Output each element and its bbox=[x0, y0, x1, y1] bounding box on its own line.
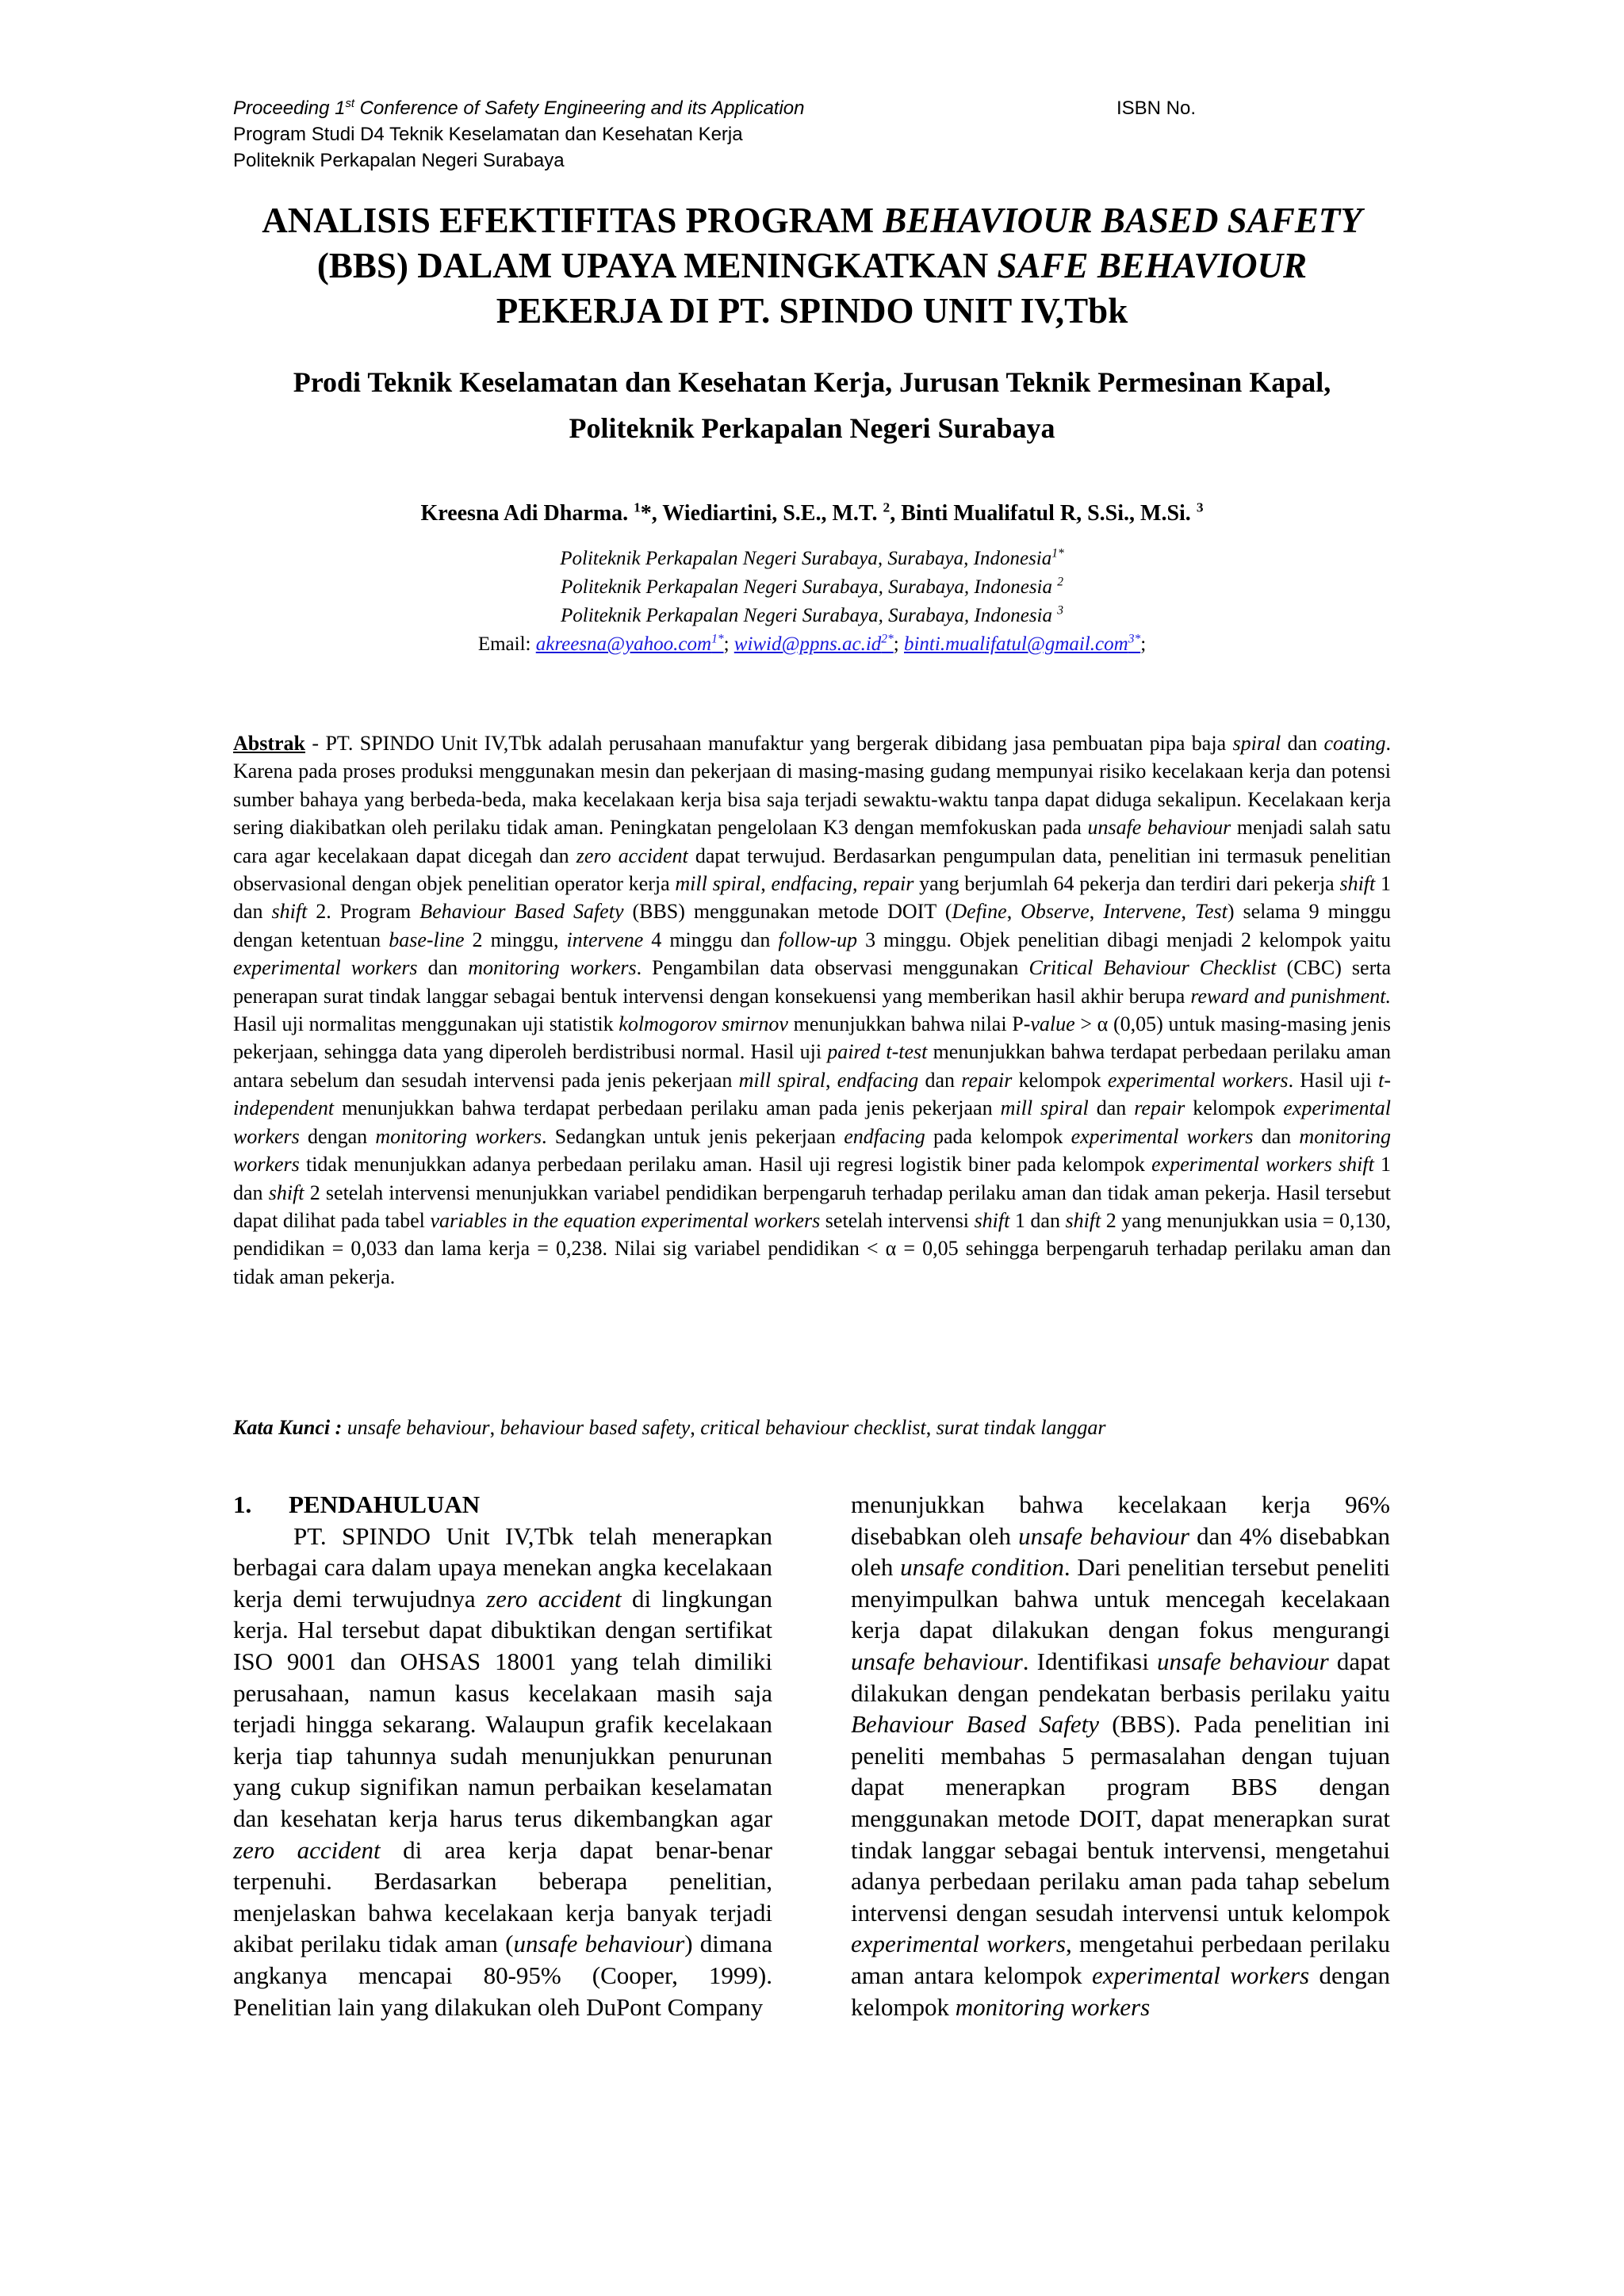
author-list: Kreesna Adi Dharma. $^1$*, Wiediartini, S.E., M.T. $^2$, Binti Mualifatul R, S.Si., M.Si. $^3$ bbox=[420, 499, 1204, 526]
keywords-line: Kata Kunci : unsafe behaviour, behaviour based safety, critical behaviour checklist, surat tindak langgar bbox=[233, 1416, 1106, 1439]
abstract-paragraph: Abstrak - PT. SPINDO Unit IV,Tbk adalah perusahaan manufaktur yang bergerak dibidang jasa pembuatan pipa baja spiral dan coating. Karena pada proses produksi menggunakan mesin dan pekerjaan di masing-masing gudang mempunyai risiko kecelakaan kerja dan potensi sumber bahaya yang berbeda-beda, maka kecelakaan kerja bisa saja terjadi sewaktu-waktu tanpa dapat diduga sekalipun. Kecelakaan kerja sering diakibatkan oleh perilaku tidak aman. Peningkatan pengelolaan K3 dengan memfokuskan pada unsafe behaviour menjadi salah satu cara agar kecelakaan dapat dicegah dan zero accident dapat terwujud. Berdasarkan pengumpulan data, penelitian ini termasuk penelitian observasional dengan objek penelitian operator kerja mill spiral, endfacing, repair yang berjumlah 64 pekerja dan terdiri dari pekerja shift 1 dan shift 2. Program Behaviour Based Safety (BBS) menggunakan metode DOIT (Define, Observe, Intervene, Test) selama 9 minggu dengan ketentuan base-line 2 minggu, intervene 4 minggu dan follow-up 3 minggu. Objek penelitian dibagi menjadi 2 kelompok yaitu experimental workers dan monitoring workers. Pengambilan data observasi menggunakan Critical Behaviour Checklist (CBC) serta penerapan surat tindak langgar sebagai bentuk intervensi dengan konsekuensi yang memberikan hasil akhir berupa reward and punishment. Hasil uji normalitas menggunakan uji statistik kolmogorov smirnov menunjukkan bahwa nilai P-value > α (0,05) untuk masing-masing jenis pekerjaan, sehingga data yang diperoleh berdistribusi normal. Hasil uji paired t-test menunjukkan bahwa terdapat perbedaan perilaku aman antara sebelum dan sesudah intervensi pada jenis pekerjaan mill spiral, endfacing dan repair kelompok experimental workers. Hasil uji t-independent menunjukkan bahwa terdapat perbedaan perilaku aman pada jenis pekerjaan mill spiral dan repair kelompok experimental workers dengan monitoring workers. Sedangkan untuk jenis pekerjaan endfacing pada kelompok experimental workers dan monitoring workers tidak menunjukkan adanya perbedaan perilaku aman. Hasil uji regresi logistik biner pada kelompok experimental workers shift 1 dan shift 2 setelah intervensi menunjukkan variabel pendidikan berpengaruh terhadap perilaku aman dan tidak aman pekerja. Hasil tersebut dapat dilihat pada tabel variables in the equation experimental workers setelah intervensi shift 1 dan shift 2 yang menunjukkan usia = 0,130, pendidikan = 0,033 dan lama kerja = 0,238. Nilai sig variabel pendidikan < α = 0,05 sehingga berpengaruh terhadap perilaku aman dan tidak aman pekerja. bbox=[233, 732, 1392, 1288]
intro-paragraph: PT. SPINDO Unit IV,Tbk telah menerapkan berbagai cara dalam upaya menekan angka kecelakaan kerja demi terwujudnya zero accident di lingkungan kerja. Hal tersebut dapat dibuktikan dengan sertifikat ISO 9001 dan OHSAS 18001 yang telah dimiliki perusahaan, namun kasus kecelakaan masih saja terjadi hingga sekarang. Walaupun grafik kecelakaan kerja tiap tahunnya sudah menunjukkan penurunan yang cukup signifikan namun perbaikan keselamatan dan kesehatan kerja harus terus dikembangkan agar zero accident di area kerja dapat benar-benar terpenuhi. Berdasarkan beberapa penelitian, menjelaskan bahwa kecelakaan kerja banyak terjadi akibat perilaku tidak aman (unsafe behaviour) dimana angkanya mencapai 80-95% (Cooper, 1999). Penelitian lain yang dilakukan oleh DuPont Company bbox=[233, 1521, 772, 2021]
affiliation-3: Politeknik Perkapalan Negeri Surabaya, Surabaya, Indonesia $^3$ bbox=[560, 603, 1064, 626]
email-link-3[interactable]: binti.mualifatul@gmail.com$^{3*}$ bbox=[903, 632, 1141, 655]
email-line: Email: akreesna@yahoo.com$^{1*}$; $wiwid@ppns.ac.id^{2*}$; binti.mualifatul@gmail.com$^{3*}$; bbox=[477, 632, 1147, 655]
email-link-2[interactable]: $wiwid@ppns.ac.id^{2*}$ bbox=[733, 632, 894, 655]
isbn-label: ISBN No. bbox=[1116, 98, 1197, 119]
paper-title: ANALISIS EFEKTIFITAS PROGRAM BEHAVIOUR BASED SAFETY (BBS) DALAM UPAYA MENINGKATKAN SAFE BEHAVIOUR PEKERJA DI PT. SPINDO UNIT IV,Tbk bbox=[262, 201, 1362, 331]
body-column-right bbox=[851, 1489, 1390, 2022]
proceeding-line: Proceeding 1st Conference of Safety Engineering and its Application bbox=[233, 98, 805, 119]
paper-subtitle: Prodi Teknik Keselamatan dan Kesehatan Kerja, Jurusan Teknik Permesinan Kapal, Politeknik Perkapalan Negeri Surabaya bbox=[293, 366, 1331, 444]
body-column-left bbox=[233, 1489, 772, 2022]
keywords-label: Kata Kunci : bbox=[233, 1416, 343, 1439]
affiliation-1: Politeknik Perkapalan Negeri Surabaya, Surabaya, Indonesia$^{1*}$ bbox=[560, 546, 1064, 569]
affiliations bbox=[233, 545, 1391, 659]
abstract-label: Abstrak bbox=[233, 732, 306, 755]
intro-paragraph-continued: menunjukkan bahwa kecelakaan kerja 96% disebabkan oleh unsafe behaviour dan 4% disebabkan oleh unsafe condition. Dari penelitian tersebut peneliti menyimpulkan bahwa untuk mencegah kecelakaan kerja dapat dilakukan dengan fokus mengurangi unsafe behaviour. Identifikasi unsafe behaviour dapat dilakukan dengan pendekatan berbasis perilaku yaitu Behaviour Based Safety (BBS). Pada penelitian ini peneliti membahas 5 permasalahan dengan tujuan dapat menerapkan program BBS dengan menggunakan metode DOIT, dapat menerapkan surat tindak langgar sebagai bentuk intervensi, mengetahui adanya perbedaan perilaku aman pada tahap sebelum intervensi dengan sesudah intervensi untuk kelompok experimental workers, mengetahui perbedaan perilaku aman antara kelompok experimental workers dengan kelompok monitoring workers bbox=[851, 1490, 1391, 2021]
institution-line: Politeknik Perkapalan Negeri Surabaya bbox=[233, 150, 565, 171]
affiliation-2: Politeknik Perkapalan Negeri Surabaya, Surabaya, Indonesia $^2$ bbox=[560, 575, 1064, 598]
email-link-1[interactable]: akreesna@yahoo.com$^{1*}$ bbox=[535, 632, 724, 655]
section-heading: 1. PENDAHULUAN bbox=[233, 1490, 481, 1518]
program-line: Program Studi D4 Teknik Keselamatan dan Kesehatan Kerja bbox=[233, 124, 743, 145]
page-header bbox=[233, 95, 1391, 174]
